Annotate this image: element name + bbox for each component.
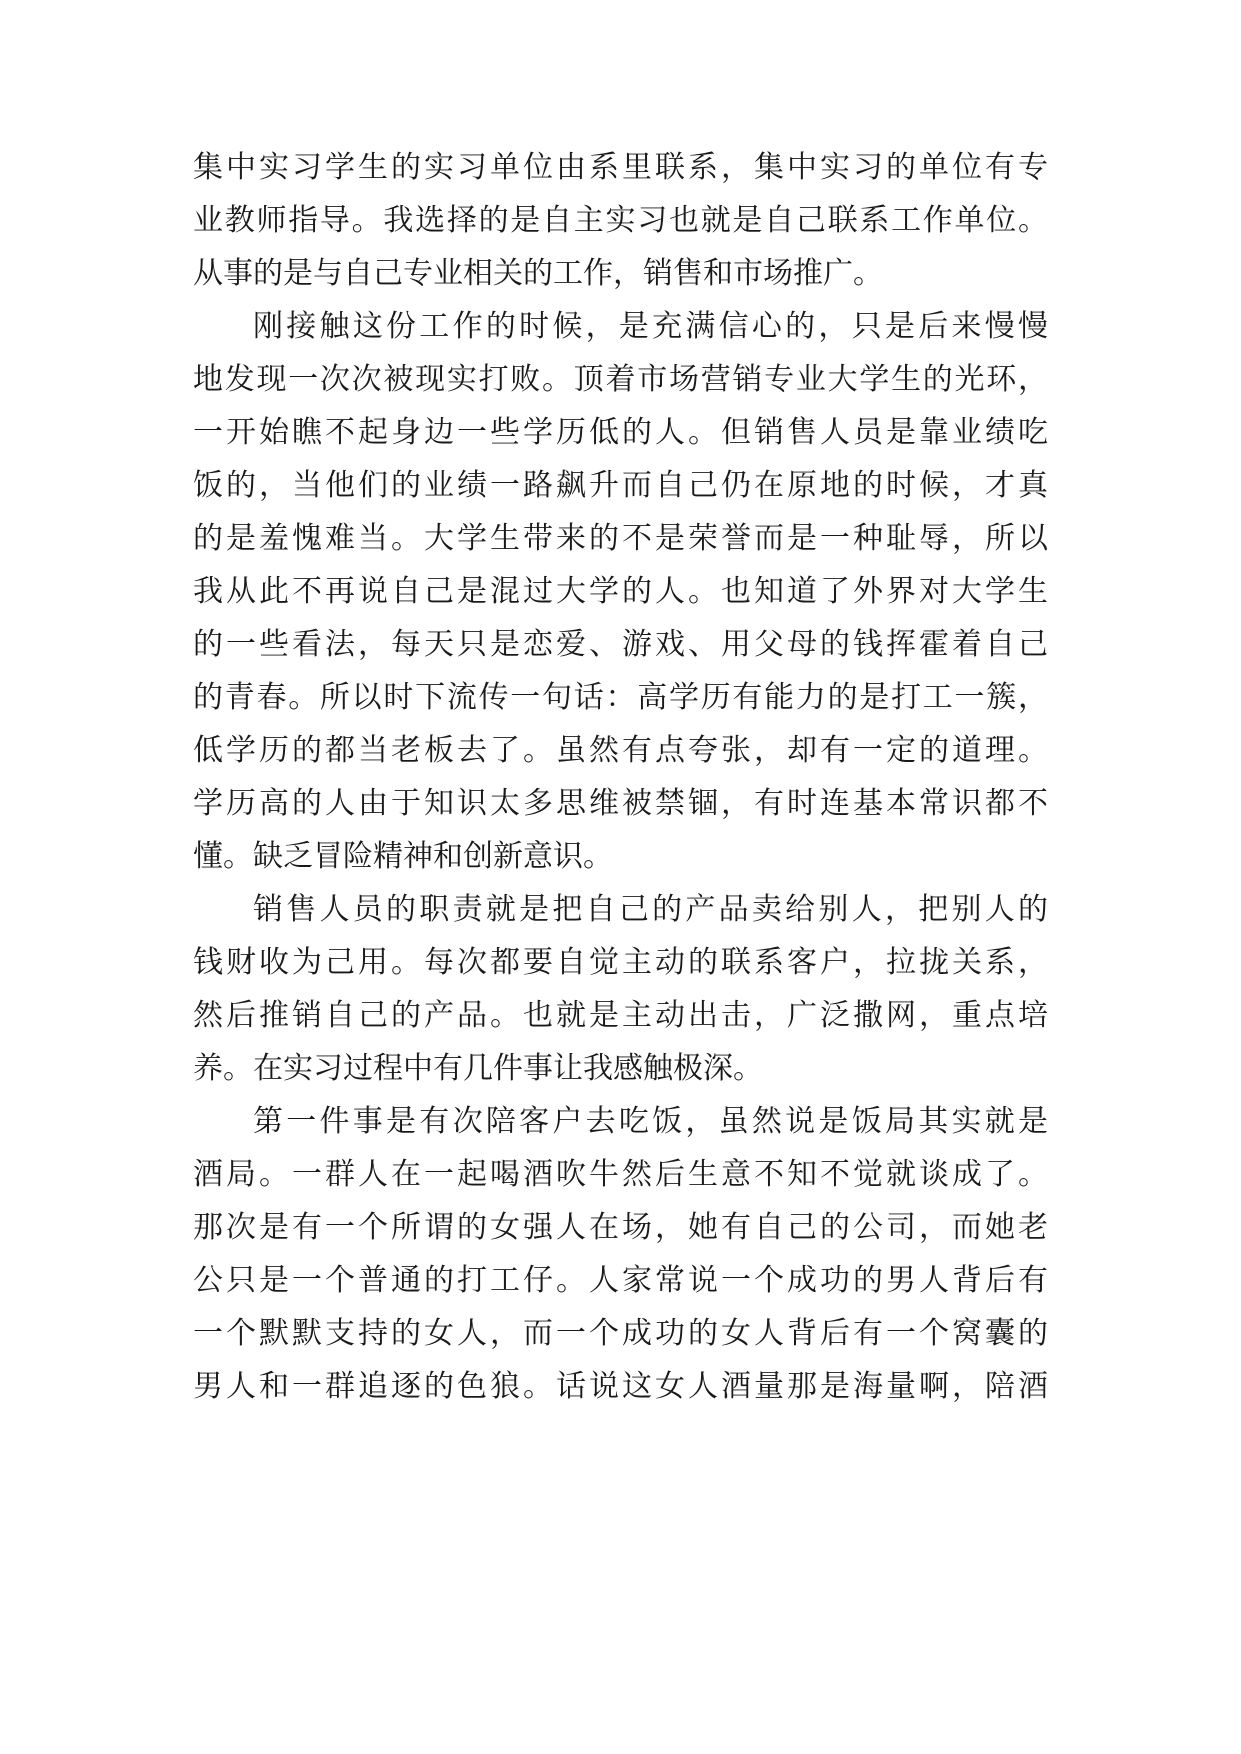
text-line: 那次是有一个所谓的女强人在场，她有自己的公司，而她老 — [193, 1210, 1048, 1245]
text-line: 刚接触这份工作的时候，是充满信心的，只是后来慢慢 — [253, 309, 1048, 344]
text-line: 的一些看法，每天只是恋爱、游戏、用父母的钱挥霍着自己 — [193, 627, 1048, 662]
text-line: 从事的是与自己专业相关的工作，销售和市场推广。 — [193, 256, 883, 291]
text-line: 酒局。一群人在一起喝酒吹牛然后生意不知不觉就谈成了。 — [193, 1157, 1048, 1192]
text-line: 的青春。所以时下流传一句话：高学历有能力的是打工一簇， — [193, 680, 1048, 715]
text-line: 饭的，当他们的业绩一路飙升而自己仍在原地的时候，才真 — [193, 468, 1048, 503]
text-line: 第一件事是有次陪客户去吃饭，虽然说是饭局其实就是 — [253, 1104, 1048, 1139]
text-line: 学历高的人由于知识太多思维被禁锢，有时连基本常识都不 — [193, 786, 1048, 821]
text-line: 懂。缺乏冒险精神和创新意识。 — [193, 839, 613, 874]
text-line: 我从此不再说自己是混过大学的人。也知道了外界对大学生 — [193, 574, 1048, 609]
text-line: 然后推销自己的产品。也就是主动出击，广泛撒网，重点培 — [193, 998, 1048, 1033]
text-line: 低学历的都当老板去了。虽然有点夸张，却有一定的道理。 — [193, 733, 1048, 768]
text-line: 的是羞愧难当。大学生带来的不是荣誉而是一种耻辱，所以 — [193, 521, 1048, 556]
text-line: 公只是一个普通的打工仔。人家常说一个成功的男人背后有 — [193, 1263, 1048, 1298]
text-line: 地发现一次次被现实打败。顶着市场营销专业大学生的光环， — [193, 362, 1048, 397]
text-line: 业教师指导。我选择的是自主实习也就是自己联系工作单位。 — [193, 203, 1048, 238]
text-line: 男人和一群追逐的色狼。话说这女人酒量那是海量啊，陪酒 — [193, 1369, 1048, 1404]
text-line: 集中实习学生的实习单位由系里联系，集中实习的单位有专 — [193, 150, 1048, 185]
text-line: 销售人员的职责就是把自己的产品卖给别人，把别人的 — [253, 892, 1048, 927]
text-line: 一开始瞧不起身边一些学历低的人。但销售人员是靠业绩吃 — [193, 415, 1048, 450]
text-line: 养。在实习过程中有几件事让我感触极深。 — [193, 1051, 763, 1086]
text-line: 一个默默支持的女人，而一个成功的女人背后有一个窝囊的 — [193, 1316, 1048, 1351]
text-line: 钱财收为己用。每次都要自觉主动的联系客户，拉拢关系， — [193, 945, 1048, 980]
